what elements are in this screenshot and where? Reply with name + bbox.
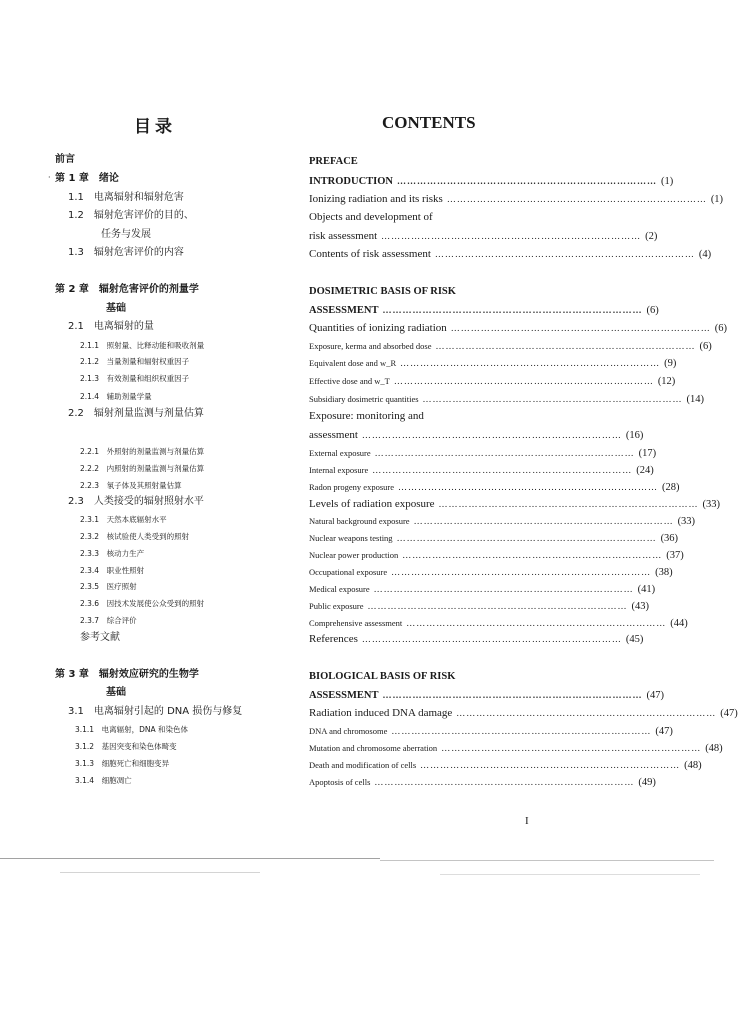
toc-leader-dots: ……………………………………………………………………	[397, 482, 658, 492]
toc-page-number: (47)	[720, 708, 738, 719]
toc-en-entry[interactable]	[309, 392, 705, 407]
toc-leader-dots: ……………………………………………………………………	[381, 231, 642, 241]
toc-leader-dots: ……………………………………………………………………	[438, 499, 699, 509]
toc-page-number: (47)	[646, 690, 664, 701]
toc-cn-entry[interactable]: 基础	[106, 687, 126, 698]
toc-page-number: (37)	[666, 550, 684, 561]
toc-en-title: Internal exposure	[309, 465, 369, 475]
toc-leader-dots: ……………………………………………………………………	[396, 533, 657, 543]
toc-leader-dots: ……………………………………………………………………	[406, 618, 667, 628]
toc-leader-dots: ……………………………………………………………………	[422, 394, 683, 404]
toc-page-number: (1)	[710, 194, 724, 205]
toc-page-number: (6)	[646, 305, 659, 316]
toc-leader-dots: ……………………………………………………………………	[391, 726, 652, 736]
toc-cn-entry[interactable]: 2.2.1 外照射的剂量监测与剂量估算	[80, 447, 205, 456]
toc-cn-entry[interactable]: 2.3.2 核试验使人类受到的照射	[80, 532, 190, 541]
toc-en-entry[interactable]	[309, 303, 659, 318]
toc-en-entry[interactable]	[309, 670, 551, 684]
toc-page-number: (33)	[677, 516, 696, 527]
toc-en-title: Nuclear weapons testing	[309, 533, 393, 543]
toc-en-entry[interactable]	[309, 706, 738, 721]
toc-page-number: (17)	[638, 448, 657, 459]
toc-page-number: (16)	[625, 430, 644, 441]
toc-page-number: (6)	[699, 341, 712, 352]
toc-cn-entry[interactable]: 3.1.4 细胞凋亡	[75, 776, 132, 785]
toc-leader-dots: ……………………………………………………………………	[374, 448, 635, 458]
toc-en-title: Exposure, kerma and absorbed dose	[309, 341, 432, 351]
toc-en-entry[interactable]	[309, 582, 656, 597]
toc-cn-entry[interactable]: 3.1.2 基因突变和染色体畸变	[75, 742, 177, 751]
toc-cn-entry[interactable]: 2.3.4 职业性照射	[80, 566, 145, 575]
toc-page-number: (36)	[660, 533, 679, 544]
toc-en-entry[interactable]	[309, 531, 679, 546]
toc-page-number: (44)	[670, 618, 688, 629]
toc-en-entry[interactable]	[309, 285, 551, 299]
toc-cn-entry[interactable]: 2.3.5 医疗照射	[80, 582, 137, 591]
toc-cn-entry[interactable]: 2.3 人类接受的辐射照射水平	[68, 496, 204, 507]
toc-en-entry[interactable]	[309, 463, 654, 478]
toc-cn-entry[interactable]: 2.3.6 因技术发展使公众受到的照射	[80, 599, 205, 608]
toc-page-number: (1)	[661, 176, 674, 187]
toc-leader-dots: ……………………………………………………………………	[393, 376, 654, 386]
toc-page-number: (49)	[638, 777, 656, 788]
toc-en-entry[interactable]	[309, 409, 551, 423]
toc-en-title: Contents of risk assessment	[309, 248, 431, 260]
toc-en-title: Medical exposure	[309, 584, 370, 594]
toc-cn-entry[interactable]: 第 2 章 辐射危害评价的剂量学	[55, 284, 199, 295]
toc-en-entry[interactable]	[309, 339, 712, 354]
toc-en-title: Radiation induced DNA damage	[309, 707, 453, 719]
scan-edge-line	[60, 872, 260, 873]
toc-cn-entry[interactable]: 2.1.4 辅助剂量学量	[80, 392, 152, 401]
page-number: I	[525, 815, 529, 827]
toc-en-entry[interactable]	[309, 446, 657, 461]
toc-page-number: (6)	[714, 323, 728, 334]
scan-speck: ·	[48, 173, 51, 182]
toc-leader-dots: ……………………………………………………………………	[400, 358, 661, 368]
toc-leader-dots: ……………………………………………………………………	[441, 743, 702, 753]
toc-page-number: (33)	[702, 499, 721, 510]
toc-leader-dots: ……………………………………………………………………	[446, 194, 707, 204]
toc-leader-dots: ……………………………………………………………………	[382, 690, 643, 700]
toc-en-title: Subsidiary dosimetric quantities	[309, 394, 419, 404]
toc-en-entry[interactable]	[309, 616, 688, 631]
toc-en-entry[interactable]	[309, 497, 721, 512]
toc-en-title: Occupational exposure	[309, 567, 388, 577]
toc-page-number: (24)	[636, 465, 654, 476]
toc-en-title: DNA and chromosome	[309, 726, 388, 736]
toc-en-entry[interactable]	[309, 356, 677, 371]
toc-leader-dots: ……………………………………………………………………	[382, 305, 643, 315]
toc-en-title: Public exposure	[309, 601, 364, 611]
toc-cn-entry[interactable]: 2.3.1 天然本底辐射水平	[80, 515, 167, 524]
toc-page-number: (45)	[625, 634, 644, 645]
toc-cn-entry[interactable]: 前言	[55, 154, 75, 165]
toc-cn-entry[interactable]: 2.1.2 当量剂量和辐射权重因子	[80, 357, 190, 366]
toc-en-entry[interactable]	[309, 724, 673, 739]
toc-page-number: (12)	[657, 376, 676, 387]
toc-en-title: Effective dose and w_T	[309, 376, 390, 386]
toc-page-number: (4)	[698, 249, 712, 260]
toc-en-title: risk assessment	[309, 230, 378, 242]
toc-en-entry[interactable]	[309, 321, 728, 336]
toc-page-number: (47)	[655, 726, 673, 737]
toc-en-title: INTRODUCTION	[309, 176, 394, 187]
toc-leader-dots: ……………………………………………………………………	[420, 760, 681, 770]
toc-leader-dots: ……………………………………………………………………	[372, 465, 633, 475]
toc-en-entry[interactable]	[309, 192, 724, 207]
toc-en-title: assessment	[309, 429, 358, 441]
toc-en-title: Radon progeny exposure	[309, 482, 394, 492]
toc-en-entry[interactable]	[309, 229, 658, 244]
toc-en-entry[interactable]	[309, 741, 723, 756]
toc-leader-dots: ……………………………………………………………………	[456, 708, 717, 718]
toc-cn-entry[interactable]: 2.1.1 照射量、比释动能和吸收剂量	[80, 341, 205, 350]
toc-en-entry[interactable]	[309, 775, 656, 790]
toc-cn-entry[interactable]: 1.3 辐射危害评价的内容	[68, 247, 184, 258]
toc-leader-dots: ……………………………………………………………………	[435, 341, 696, 351]
toc-leader-dots: ……………………………………………………………………	[450, 323, 711, 333]
toc-cn-entry[interactable]: 2.1 电离辐射的量	[68, 321, 154, 332]
toc-en-entry[interactable]	[309, 548, 684, 563]
toc-en-entry[interactable]	[309, 632, 644, 647]
toc-en-entry[interactable]	[309, 210, 551, 224]
toc-en-title: Objects and development of	[309, 211, 433, 223]
toc-en-entry[interactable]	[309, 428, 644, 443]
toc-en-title: References	[309, 633, 358, 645]
toc-en-entry[interactable]	[309, 174, 674, 189]
toc-cn-entry[interactable]: 基础	[106, 303, 126, 314]
toc-page-number: (48)	[705, 743, 723, 754]
scan-edge-line	[440, 874, 700, 875]
toc-en-title: ASSESSMENT	[309, 690, 379, 701]
toc-en-title: Levels of radiation exposure	[309, 498, 435, 510]
toc-page-number: (43)	[631, 601, 650, 612]
toc-en-title: Equivalent dose and w_R	[309, 358, 397, 368]
toc-leader-dots: ……………………………………………………………………	[374, 777, 635, 787]
toc-cn-entry[interactable]: 任务与发展	[101, 229, 151, 240]
contents-title-en: CONTENTS	[382, 113, 476, 132]
toc-page-number: (9)	[664, 358, 677, 369]
toc-cn-entry[interactable]: 3.1 电离辐射引起的 DNA 损伤与修复	[68, 706, 243, 717]
toc-cn-entry[interactable]: 2.3.7 综合评价	[80, 616, 137, 625]
toc-en-title: DOSIMETRIC BASIS OF RISK	[309, 286, 456, 297]
toc-cn-entry[interactable]: 2.2 辐射剂量监测与剂量估算	[68, 408, 204, 419]
toc-leader-dots: ……………………………………………………………………	[397, 176, 658, 186]
toc-en-title: Quantities of ionizing radiation	[309, 322, 447, 334]
toc-page-number: (38)	[655, 567, 673, 578]
scan-edge-line	[380, 860, 714, 861]
toc-en-title: Apoptosis of cells	[309, 777, 371, 787]
toc-leader-dots: ……………………………………………………………………	[361, 634, 622, 644]
toc-en-title: Death and modification of cells	[309, 760, 417, 770]
toc-page-number: (28)	[661, 482, 680, 493]
toc-cn-entry[interactable]: 1.1 电离辐射和辐射危害	[68, 192, 184, 203]
toc-cn-entry[interactable]: 3.1.3 细胞死亡和细胞变异	[75, 759, 170, 768]
toc-en-entry[interactable]	[309, 688, 664, 703]
contents-title-cn: 目录	[134, 117, 176, 137]
toc-en-title: Comprehensive assessment	[309, 618, 403, 628]
toc-cn-entry[interactable]: 参考文献	[80, 632, 120, 643]
toc-en-title: Nuclear power production	[309, 550, 399, 560]
toc-en-entry[interactable]	[309, 374, 676, 389]
toc-en-title: Ionizing radiation and its risks	[309, 193, 443, 205]
toc-en-title: BIOLOGICAL BASIS OF RISK	[309, 671, 456, 682]
toc-page-number: (14)	[686, 394, 705, 405]
toc-en-entry[interactable]	[309, 247, 712, 262]
toc-en-entry[interactable]	[309, 514, 696, 529]
toc-en-entry[interactable]	[309, 155, 551, 169]
toc-en-title: Mutation and chromosome aberration	[309, 743, 438, 753]
toc-leader-dots: ……………………………………………………………………	[361, 430, 622, 440]
toc-en-title: Natural background exposure	[309, 516, 410, 526]
toc-cn-entry[interactable]: 第 1 章 绪论	[55, 173, 119, 184]
toc-cn-entry[interactable]: 2.2.2 内照射的剂量监测与剂量估算	[80, 464, 205, 473]
toc-page-number: (2)	[645, 231, 658, 242]
toc-page-number: (41)	[637, 584, 656, 595]
toc-en-entry[interactable]	[309, 480, 680, 495]
toc-cn-entry[interactable]: 第 3 章 辐射效应研究的生物学	[55, 669, 199, 680]
toc-leader-dots: ……………………………………………………………………	[402, 550, 663, 560]
toc-en-title: External exposure	[309, 448, 371, 458]
toc-en-title: Exposure: monitoring and	[309, 410, 424, 422]
toc-leader-dots: ……………………………………………………………………	[413, 516, 674, 526]
toc-en-entry[interactable]	[309, 758, 702, 773]
toc-leader-dots: ……………………………………………………………………	[367, 601, 628, 611]
toc-leader-dots: ……………………………………………………………………	[391, 567, 652, 577]
scan-edge-line	[0, 858, 380, 859]
toc-cn-entry[interactable]: 2.2.3 氡子体及其照射量估算	[80, 481, 182, 490]
toc-leader-dots: ……………………………………………………………………	[434, 249, 695, 259]
toc-en-entry[interactable]	[309, 565, 673, 580]
toc-cn-entry[interactable]: 1.2 辐射危害评价的目的、	[68, 210, 194, 221]
toc-en-entry[interactable]	[309, 599, 650, 614]
toc-en-title: PREFACE	[309, 156, 358, 167]
toc-page-number: (48)	[684, 760, 702, 771]
toc-cn-entry[interactable]: 3.1.1 电离辐射，DNA 和染色体	[75, 725, 188, 734]
toc-cn-entry[interactable]: 2.3.3 核动力生产	[80, 549, 145, 558]
toc-en-title: ASSESSMENT	[309, 305, 379, 316]
toc-cn-entry[interactable]: 2.1.3 有效剂量和组织权重因子	[80, 374, 190, 383]
toc-leader-dots: ……………………………………………………………………	[373, 584, 634, 594]
